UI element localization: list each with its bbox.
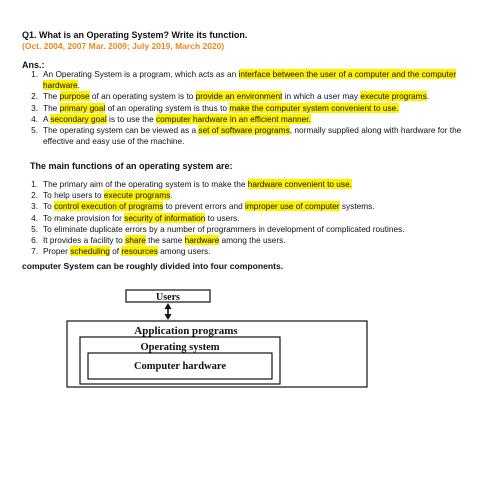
list-number: 1.: [31, 69, 38, 79]
functions-heading: The main functions of an operating system are:: [30, 161, 233, 171]
highlighted-text: execute programs: [360, 91, 427, 102]
highlighted-text: hardware convenient to use.: [247, 179, 352, 189]
text-segment: the same: [145, 235, 185, 246]
text-segment: The: [43, 91, 60, 102]
computer-hardware-label: Computer hardware: [133, 361, 227, 372]
list-number: 7.: [31, 246, 38, 257]
highlighted-text: resources: [121, 246, 158, 257]
exam-dates: (Oct. 2004, 2007 Mar. 2009; July 2019, March 2020): [22, 41, 225, 51]
highlighted-text: secondary goal: [50, 113, 107, 124]
double-arrow-icon: [165, 303, 172, 320]
list-number: 6.: [31, 235, 38, 246]
highlighted-text: scheduling: [70, 246, 110, 257]
text-segment: The: [43, 102, 60, 113]
highlighted-text: share: [125, 235, 146, 246]
text-segment: in which a user may: [282, 91, 361, 102]
text-segment: of: [109, 246, 122, 257]
text-segment: of an operating system is to: [89, 91, 196, 102]
list-number: 5.: [31, 223, 38, 234]
highlighted-text: improper use of computer: [245, 201, 340, 212]
components-statement: computer System can be roughly divided into four components.: [22, 261, 284, 271]
highlighted-text: primary goal: [59, 102, 106, 113]
highlighted-text: interface between the user of a computer and the computer hardware: [43, 69, 457, 91]
text-segment: To make provision for: [43, 212, 125, 223]
text-segment: of an operating system is thus to: [105, 102, 230, 113]
list-number: 3.: [31, 102, 38, 113]
list-number: 4.: [31, 212, 38, 223]
text-segment: The primary aim of the operating system is to make the: [43, 179, 248, 189]
text-segment: An Operating System is a program, which acts as an: [43, 69, 239, 79]
highlighted-text: security of information: [124, 212, 206, 223]
text-segment: To: [43, 201, 55, 212]
text-segment: systems.: [339, 201, 375, 212]
highlighted-text: control execution of programs: [54, 201, 164, 212]
highlighted-text: hardware: [184, 235, 220, 246]
text-segment: is to use the: [106, 113, 157, 124]
text-segment: .: [77, 80, 80, 91]
highlighted-text: make the computer system convenient to use.: [229, 102, 399, 113]
list-number: 4.: [31, 113, 38, 124]
text-segment: To help users to: [43, 190, 104, 201]
text-segment: A: [43, 113, 51, 124]
text-segment: .: [170, 190, 173, 201]
text-segment: to prevent errors and: [163, 201, 246, 212]
highlighted-text: provide an environment: [195, 91, 283, 102]
list-number: 3.: [31, 201, 38, 212]
operating-system-label: Operating system: [140, 342, 220, 353]
text-segment: Proper: [43, 246, 71, 257]
list-number: 2.: [31, 190, 38, 201]
highlighted-text: computer hardware in an efficient manner.: [156, 113, 311, 124]
text-segment: among the users.: [219, 235, 286, 246]
text-segment: To eliminate duplicate errors by a number of programmers in development of complicated routines.: [43, 223, 405, 234]
text-segment: , normally supplied along with hardware for the effective and easy use of the machine.: [43, 125, 462, 147]
highlighted-text: purpose: [59, 91, 90, 102]
question-title: Q1. What is an Operating System? Write its function.: [22, 30, 248, 40]
answer-label: Ans.:: [22, 60, 45, 70]
highlighted-text: execute programs: [103, 190, 171, 201]
users-label: Users: [156, 292, 180, 303]
list-number: 5.: [31, 125, 38, 136]
text-segment: .: [426, 91, 430, 102]
text-segment: among users.: [157, 246, 211, 257]
application-programs-label: Application programs: [134, 325, 238, 337]
list-number: 2.: [31, 91, 38, 102]
highlighted-text: set of software programs: [198, 125, 290, 136]
text-segment: The operating system can be viewed as a: [43, 125, 199, 136]
list-number: 1.: [31, 179, 38, 189]
text-segment: It provides a facility to: [43, 235, 126, 246]
text-segment: to users.: [205, 212, 240, 223]
